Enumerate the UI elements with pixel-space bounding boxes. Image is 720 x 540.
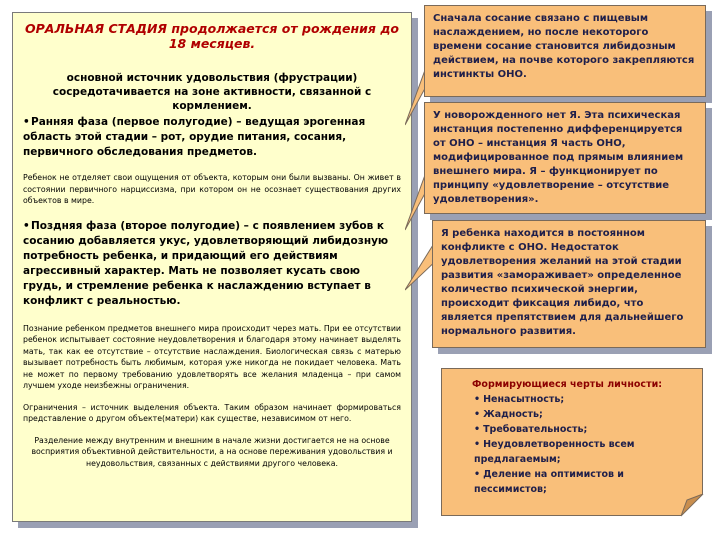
panel-title: ОРАЛЬНАЯ СТАДИЯ продолжается от рождения до 18 месяцев. bbox=[24, 21, 399, 51]
narcissism-paragraph: Ребенок не отделяет свои ощущения от объекта, которым они были вызваны. Он живет в состоянии первичного нарциссизма, при котором он не осознает существования других объектов в мире. bbox=[23, 173, 401, 205]
traits-list bbox=[474, 392, 688, 497]
personality-traits-note bbox=[441, 368, 703, 516]
page-fold-icon bbox=[681, 494, 705, 518]
bullet-icon: • bbox=[23, 219, 30, 232]
oral-stage-panel bbox=[12, 12, 412, 522]
panel-subtitle: основной источник удовольствия (фрустрации) сосредотачивается на зоне активности, связанной с кормлением. bbox=[52, 72, 372, 112]
bullet-icon: • bbox=[23, 116, 30, 128]
late-phase-bullet bbox=[23, 219, 401, 309]
fixation-callout: Я ребенка находится в постоянном конфликте с ОНО. Недостаток удовлетворения желаний на этой стадии развития «замораживает» определенное количество психической энергии, происходит фиксация либидо, что является препятствием для дальнейшего нормального развития. bbox=[432, 220, 706, 348]
ego-callout: У новорожденного нет Я. Эта психическая инстанция постепенно дифференцируется от ОНО – инстанция Я часть ОНО, модифицированное под прямым влиянием внешнего мира. Я – функционирует по принципу «удовлетворение – отсутствие удовлетворения». bbox=[424, 102, 706, 214]
late-phase-text: Поздняя фаза (второе полугодие) – с появлением зубов к сосанию добавляется укус, удовлетворяющий либидозную потребность ребенка, и придающий его действиям агрессивный характер. Мать не позволяет кусать свою грудь, и стремление ребенка к наслаждению вступает в конфликт с реальностью. bbox=[23, 219, 389, 307]
mother-paragraph: Познание ребенком предметов внешнего мира происходит через мать. При ее отсутствии ребенок испытывает состояние неудовлетворения и благодаря этому начинает выделять мать, так как ее отсутствие – отсутствие наслаждения. Биологическая связь с матерью вызывает потребность быть любимым, которая уже никогда не покидает человека. Мать не может по первому требованию удовлетворять все желания младенца – при самом лучшем уходе неизбежны ограничения. bbox=[23, 323, 401, 390]
list-item: • Ненасытность; bbox=[474, 392, 688, 407]
list-item: • Деление на оптимистов и пессимистов; bbox=[474, 467, 688, 497]
list-item: • Требовательность; bbox=[474, 422, 688, 437]
list-item: • Неудовлетворенность всем предлагаемым; bbox=[474, 437, 688, 467]
note-title: Формирующиеся черты личности: bbox=[472, 379, 663, 390]
restrictions-paragraph: Ограничения – источник выделения объекта. Таким образом начинает формироваться представление о другом объекте(матери) как существе, независимом от него. bbox=[23, 402, 401, 423]
list-item: • Жадность; bbox=[474, 407, 688, 422]
early-phase-text: Ранняя фаза (первое полугодие) – ведущая эрогенная область этой стадии – рот, орудие питания, сосания, первичного обследования предметов. bbox=[23, 116, 366, 158]
sucking-callout: Сначала сосание связано с пищевым наслаждением, но после некоторого времени сосание становится либидозным действием, на почве которого закрепляются инстинкты ОНО. bbox=[424, 5, 706, 97]
separation-paragraph: Разделение между внутренним и внешним в начале жизни достигается не на основе восприятия объективной действительности, а на основе переживания удовольствия и неудовольствия, связанных с действиями другого человека. bbox=[31, 435, 393, 468]
early-phase-bullet bbox=[23, 115, 401, 160]
